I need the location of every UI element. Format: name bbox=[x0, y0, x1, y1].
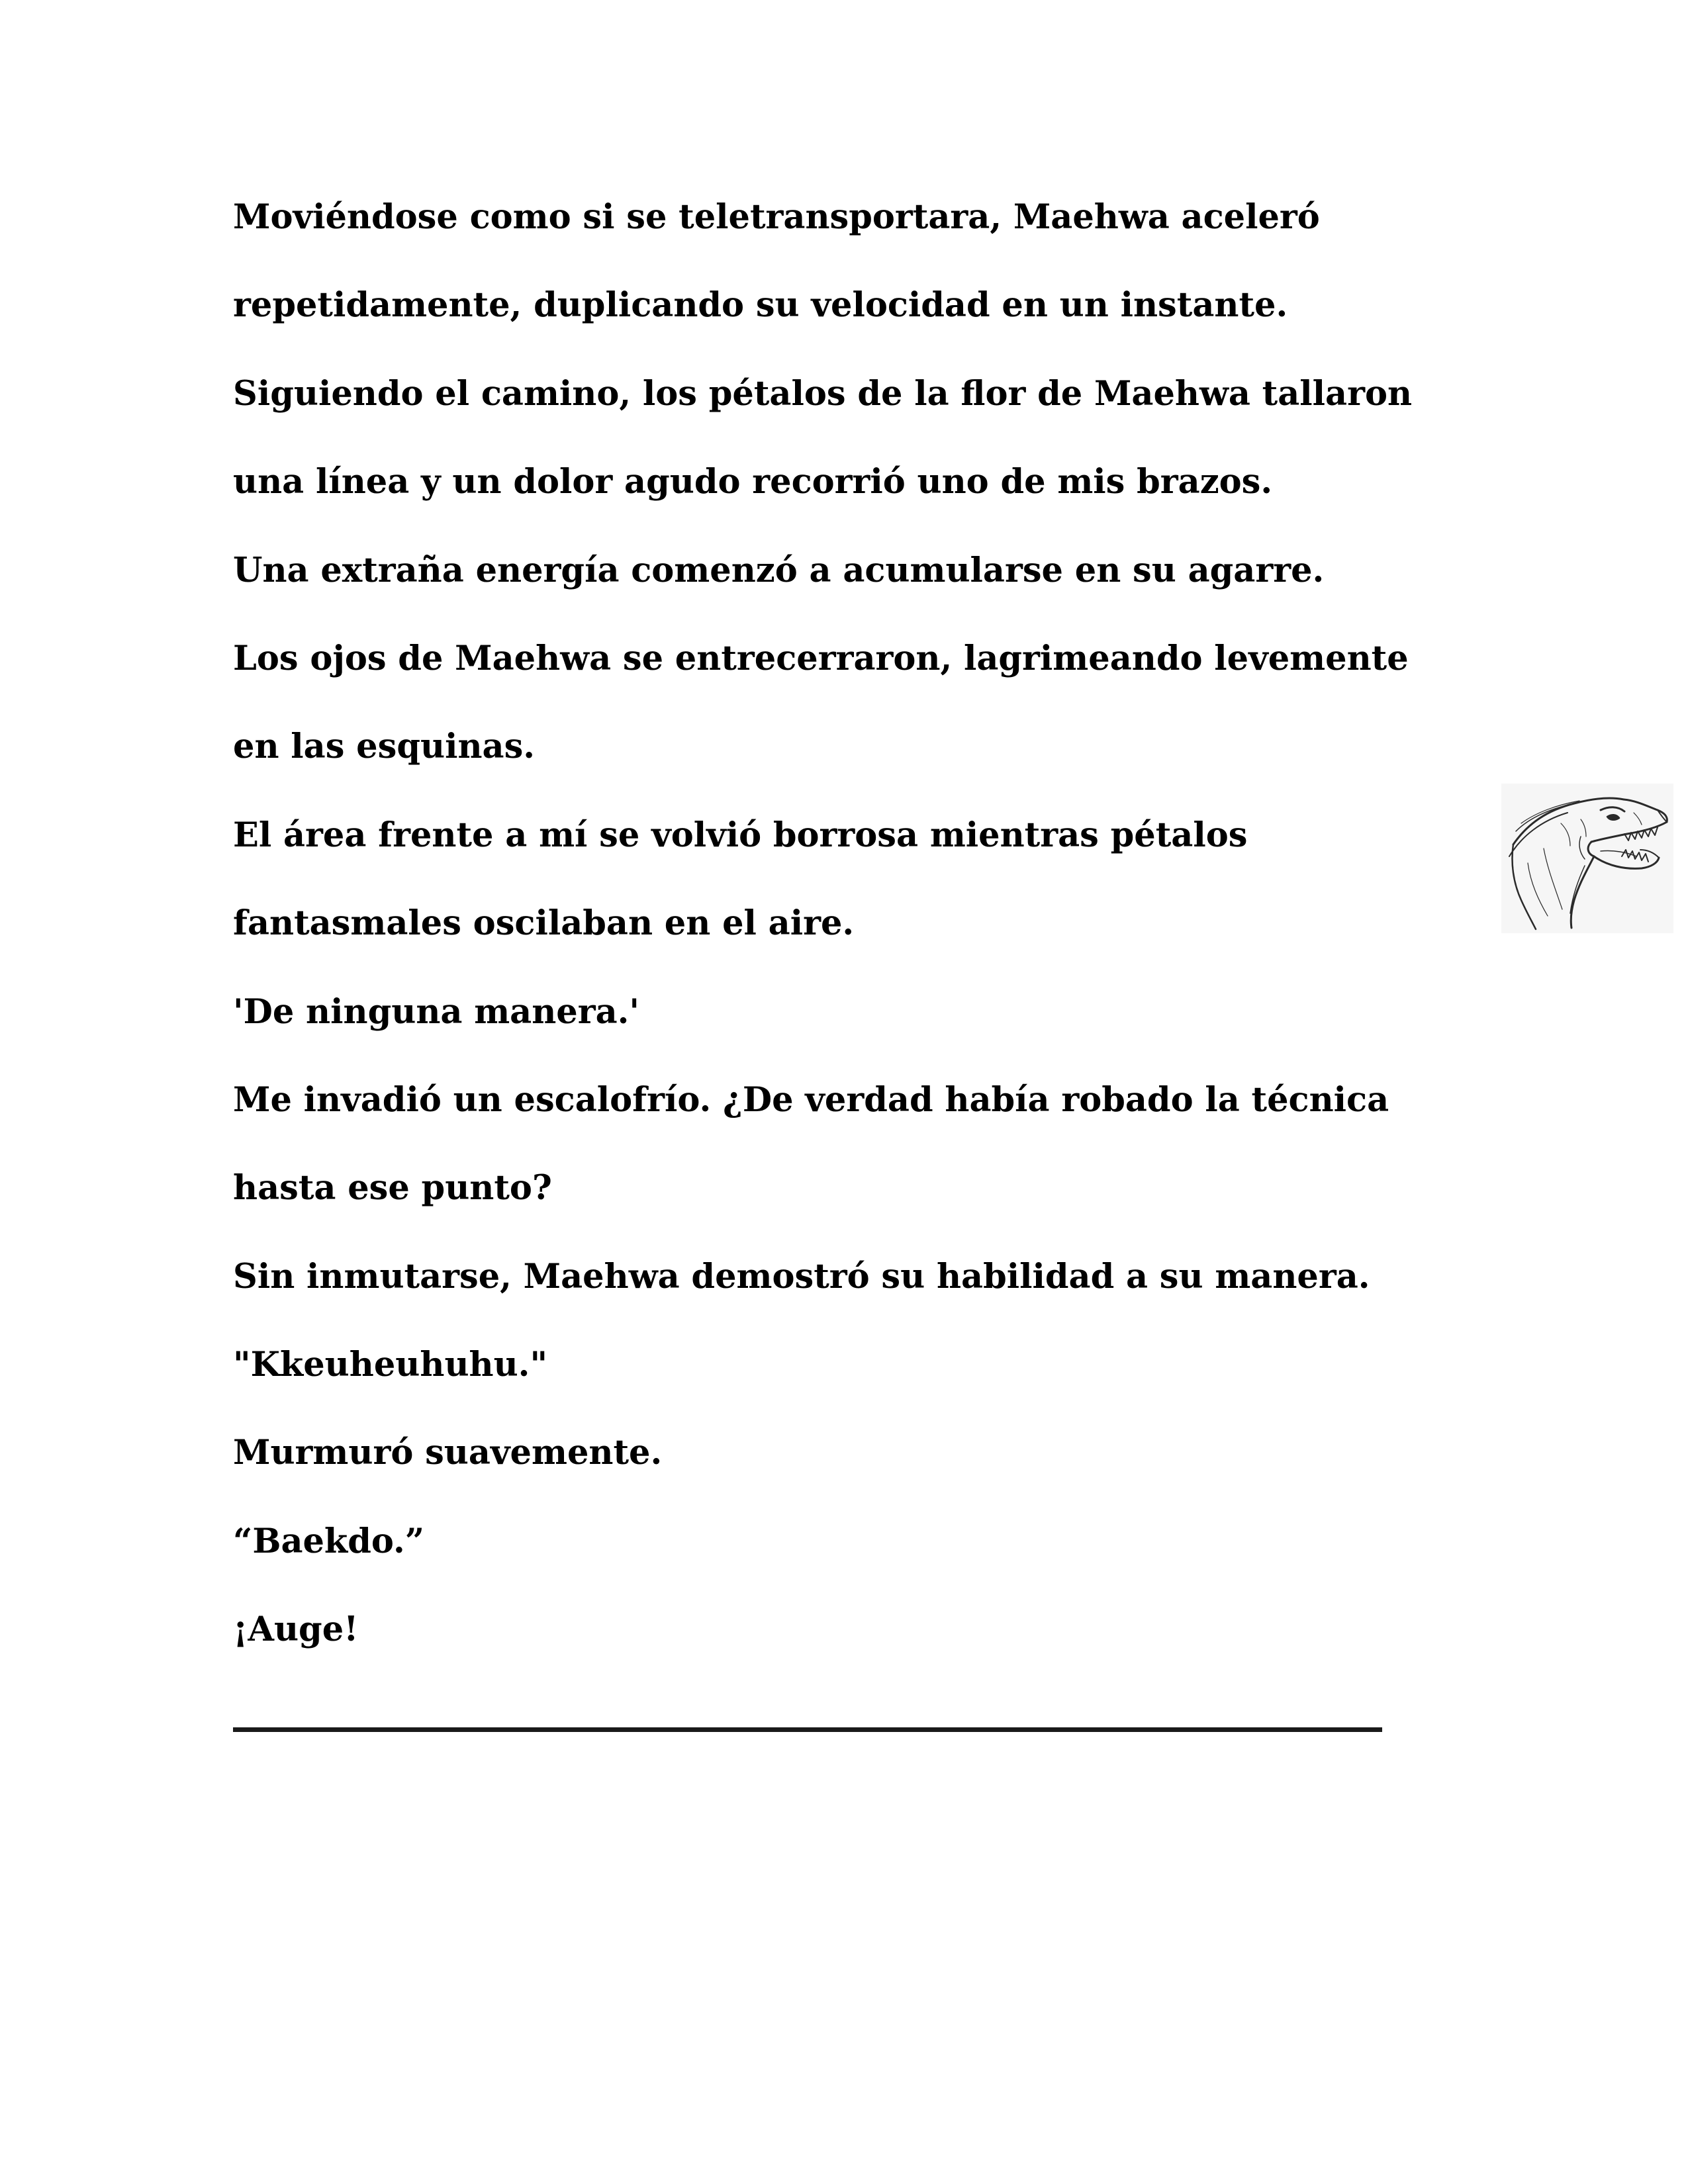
text-line: 'De ninguna manera.' bbox=[233, 991, 640, 1032]
text-line: Siguiendo el camino, los pétalos de la flor de Maehwa tallaron bbox=[233, 373, 1413, 414]
text-line: fantasmales oscilaban en el aire. bbox=[233, 903, 855, 944]
text-line: Murmuró suavemente. bbox=[233, 1433, 663, 1473]
text-line: Moviéndose como si se teletransportara, Maehwa aceleró bbox=[233, 197, 1320, 237]
text-line: Los ojos de Maehwa se entrecerraron, lagrimeando levemente bbox=[233, 638, 1409, 678]
text-line: una línea y un dolor agudo recorrió uno de mis brazos. bbox=[233, 462, 1273, 502]
text-line: Una extraña energía comenzó a acumularse en su agarre. bbox=[233, 550, 1325, 590]
text-line: repetidamente, duplicando su velocidad en un instante. bbox=[233, 285, 1288, 326]
separator-line bbox=[233, 1727, 1382, 1732]
dinosaur-head-sketch-icon bbox=[1501, 784, 1673, 933]
text-line: "Kkeuheuhuhu." bbox=[233, 1345, 548, 1385]
text-line: ¡Auge! bbox=[233, 1610, 359, 1650]
text-line: hasta ese punto? bbox=[233, 1168, 552, 1208]
text-line: Sin inmutarse, Maehwa demostró su habilidad a su manera. bbox=[233, 1256, 1370, 1297]
text-line: en las esquinas. bbox=[233, 727, 536, 767]
text-line: Me invadió un escalofrío. ¿De verdad había robado la técnica bbox=[233, 1079, 1389, 1120]
body-text bbox=[233, 173, 1491, 1674]
text-line: El área frente a mí se volvió borrosa mientras pétalos bbox=[233, 815, 1248, 855]
text-line: “Baekdo.” bbox=[233, 1521, 425, 1561]
